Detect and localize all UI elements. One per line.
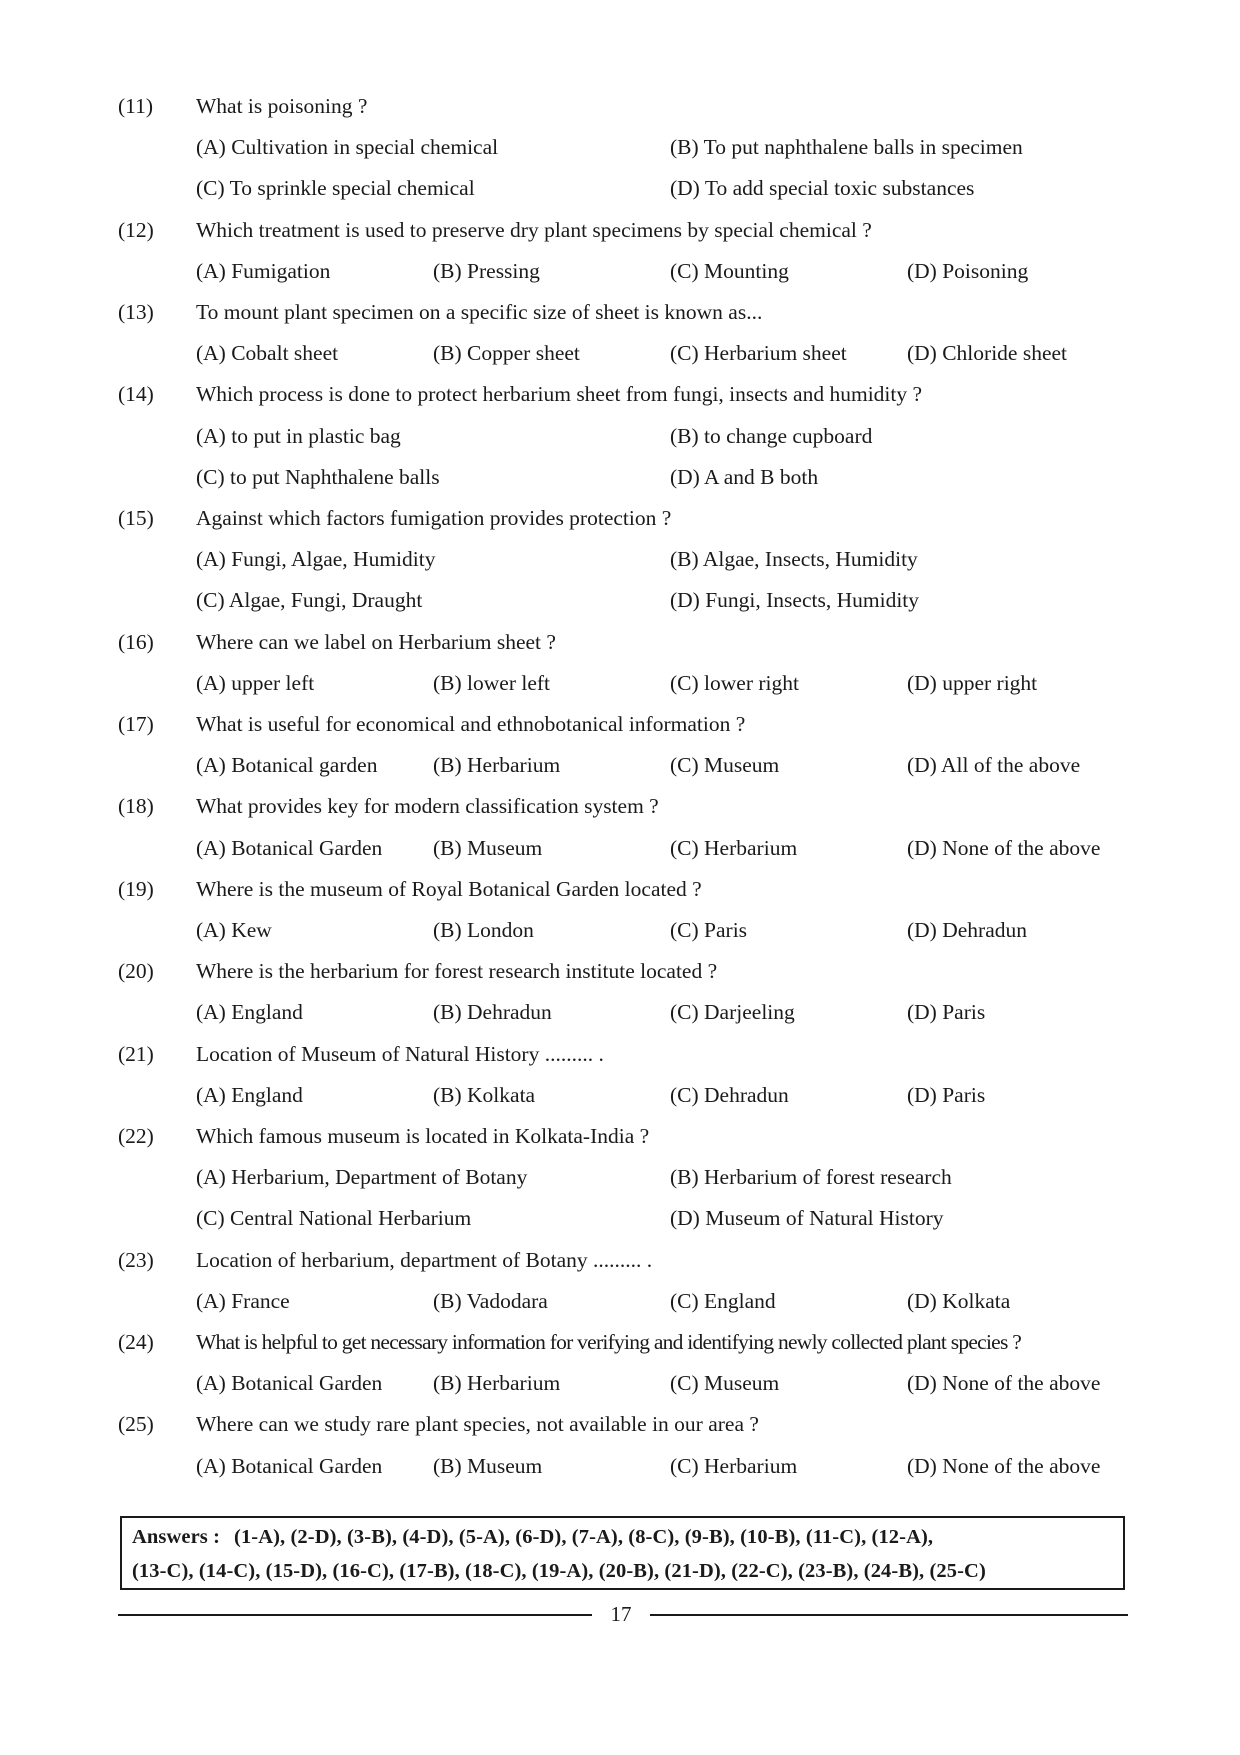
answer-option: (B) To put naphthalene balls in specimen xyxy=(670,135,1023,160)
answer-option: (A) Botanical Garden xyxy=(196,1371,383,1396)
question-text: What is helpful to get necessary information for verifying and identifying newly collected plant species ? xyxy=(196,1330,1022,1354)
answer-option: (D) upper right xyxy=(907,670,1038,695)
answer-option: (A) to put in plastic bag xyxy=(196,423,401,448)
options-row xyxy=(0,1446,1240,1486)
question xyxy=(0,1322,1240,1362)
answer-option: (B) Kolkata xyxy=(433,1082,536,1107)
answer-option: (A) Fumigation xyxy=(196,258,331,283)
question-text: Against which factors fumigation provides protection ? xyxy=(196,506,672,530)
question-number: (14) xyxy=(118,382,154,407)
answer-option: (C) Dehradun xyxy=(670,1082,789,1107)
question-text: What provides key for modern classification system ? xyxy=(196,794,659,819)
answer-option: (A) Botanical garden xyxy=(196,753,378,778)
options-row xyxy=(0,127,1240,167)
answer-option: (A) England xyxy=(196,1000,303,1025)
question xyxy=(0,1240,1240,1280)
options-row xyxy=(0,745,1240,785)
answer-option: (A) Cobalt sheet xyxy=(196,341,339,366)
footer-rule-right xyxy=(650,1614,1128,1616)
answer-option: (A) Kew xyxy=(196,918,272,942)
options-row xyxy=(0,1281,1240,1321)
options-row xyxy=(0,910,1240,950)
question-text: Which famous museum is located in Kolkata-India ? xyxy=(196,1124,650,1148)
question-text: Which treatment is used to preserve dry plant specimens by special chemical ? xyxy=(196,217,872,242)
options-row xyxy=(0,1363,1240,1403)
answer-option: (C) Herbarium xyxy=(670,1453,798,1478)
answer-option: (C) Herbarium xyxy=(670,835,798,860)
question-text: Where can we label on Herbarium sheet ? xyxy=(196,629,556,654)
answer-option: (C) Algae, Fungi, Draught xyxy=(196,588,423,613)
answer-option: (B) Herbarium xyxy=(433,1371,561,1396)
question-text: Where can we study rare plant species, not available in our area ? xyxy=(196,1412,759,1437)
answer-key-values-1: (1-A), (2-D), (3-B), (4-D), (5-A), (6-D), (7-A), (8-C), (9-B), (10-B), (11-C), (12-A), xyxy=(234,1526,934,1548)
answer-option: (D) Kolkata xyxy=(907,1288,1011,1313)
options-row xyxy=(0,539,1240,579)
answer-option: (A) Herbarium, Department of Botany xyxy=(196,1165,528,1190)
question-text: Which process is done to protect herbarium sheet from fungi, insects and humidity ? xyxy=(196,382,923,407)
answer-option: (C) Darjeeling xyxy=(670,1000,795,1025)
options-row xyxy=(0,828,1240,868)
question xyxy=(0,622,1240,662)
answer-option: (D) All of the above xyxy=(907,753,1081,778)
page-number: 17 xyxy=(610,1602,632,1626)
options-row xyxy=(0,663,1240,703)
answer-option: (A) Botanical Garden xyxy=(196,835,383,860)
question xyxy=(0,1116,1240,1156)
answer-option: (C) Museum xyxy=(670,753,780,778)
question xyxy=(0,86,1240,126)
answer-option: (B) Museum xyxy=(433,1453,543,1478)
answer-option: (B) Pressing xyxy=(433,258,540,283)
question-text: What is useful for economical and ethnobotanical information ? xyxy=(196,712,746,736)
answer-option: (B) to change cupboard xyxy=(670,423,873,448)
question-number: (21) xyxy=(118,1041,154,1066)
options-row xyxy=(0,168,1240,208)
question-text: Location of herbarium, department of Botany ......... . xyxy=(196,1247,653,1272)
answer-option: (B) London xyxy=(433,918,534,942)
answer-option: (D) Chloride sheet xyxy=(907,341,1068,366)
answer-option: (A) Botanical Garden xyxy=(196,1453,383,1478)
question-text: Where is the herbarium for forest research institute located ? xyxy=(196,959,718,984)
question xyxy=(0,869,1240,909)
question xyxy=(0,1404,1240,1444)
answer-option: (D) A and B both xyxy=(670,464,819,489)
answer-option: (A) upper left xyxy=(196,670,315,695)
answer-option: (B) lower left xyxy=(433,670,551,695)
question xyxy=(0,786,1240,826)
answer-option: (D) Paris xyxy=(907,1082,986,1107)
options-row xyxy=(0,1157,1240,1197)
answer-option: (D) Paris xyxy=(907,1000,986,1025)
answer-option: (B) Museum xyxy=(433,835,543,860)
question-number: (13) xyxy=(118,300,154,324)
question-number: (24) xyxy=(118,1330,154,1354)
options-row xyxy=(0,1075,1240,1115)
question-text: Where is the museum of Royal Botanical Garden located ? xyxy=(196,876,702,901)
answer-option: (C) Museum xyxy=(670,1371,780,1396)
footer-rule-left xyxy=(118,1614,592,1616)
question-number: (15) xyxy=(118,506,154,530)
answer-option: (C) lower right xyxy=(670,670,799,695)
answer-option: (D) None of the above xyxy=(907,1453,1101,1478)
answer-key-label: Answers : xyxy=(132,1526,221,1548)
answer-option: (C) Central National Herbarium xyxy=(196,1206,472,1231)
answer-option: (D) Fungi, Insects, Humidity xyxy=(670,588,920,613)
answer-key-line-1 xyxy=(132,1520,1113,1554)
question-text: To mount plant specimen on a specific size of sheet is known as... xyxy=(196,300,763,324)
question xyxy=(0,498,1240,538)
options-row xyxy=(0,457,1240,497)
answer-option: (D) None of the above xyxy=(907,1371,1101,1396)
question-number: (17) xyxy=(118,712,154,736)
answer-option: (B) Dehradun xyxy=(433,1000,552,1025)
answer-option: (D) Dehradun xyxy=(907,918,1027,942)
question-number: (12) xyxy=(118,217,154,242)
answer-option: (A) Cultivation in special chemical xyxy=(196,135,499,160)
page-footer xyxy=(118,1602,1128,1626)
answer-option: (D) To add special toxic substances xyxy=(670,176,975,201)
question-number: (22) xyxy=(118,1124,154,1148)
answer-option: (C) Paris xyxy=(670,918,748,942)
answer-option: (C) to put Naphthalene balls xyxy=(196,464,440,489)
answer-option: (C) To sprinkle special chemical xyxy=(196,176,475,201)
answer-option: (C) Herbarium sheet xyxy=(670,341,847,366)
answer-option: (B) Vadodara xyxy=(433,1288,548,1313)
answer-option: (D) Poisoning xyxy=(907,258,1029,283)
answer-option: (D) Museum of Natural History xyxy=(670,1206,944,1231)
options-row xyxy=(0,333,1240,373)
question xyxy=(0,1034,1240,1074)
question xyxy=(0,210,1240,250)
question-number: (11) xyxy=(118,94,154,118)
options-row xyxy=(0,416,1240,456)
question-number: (19) xyxy=(118,876,154,901)
question-text: Location of Museum of Natural History ......... . xyxy=(196,1041,604,1066)
question xyxy=(0,292,1240,332)
answer-option: (C) England xyxy=(670,1288,776,1313)
answer-key-line-2: (13-C), (14-C), (15-D), (16-C), (17-B), (18-C), (19-A), (20-B), (21-D), (22-C), (23-B), (24-B), (25-C) xyxy=(132,1560,986,1582)
question-number: (25) xyxy=(118,1412,154,1437)
answer-option: (A) France xyxy=(196,1288,290,1313)
answer-option: (A) England xyxy=(196,1082,303,1107)
question-number: (16) xyxy=(118,629,154,654)
question-text: What is poisoning ? xyxy=(196,94,368,118)
answer-option: (B) Herbarium of forest research xyxy=(670,1165,952,1190)
options-row xyxy=(0,1198,1240,1238)
question xyxy=(0,374,1240,414)
question xyxy=(0,951,1240,991)
options-row xyxy=(0,251,1240,291)
answer-option: (B) Algae, Insects, Humidity xyxy=(670,547,918,572)
question-number: (23) xyxy=(118,1247,154,1272)
question-number: (20) xyxy=(118,959,154,984)
answer-option: (A) Fungi, Algae, Humidity xyxy=(196,547,436,572)
question xyxy=(0,704,1240,744)
options-row xyxy=(0,992,1240,1032)
question-number: (18) xyxy=(118,794,154,819)
answer-option: (B) Herbarium xyxy=(433,753,561,778)
options-row xyxy=(0,580,1240,620)
answer-option: (D) None of the above xyxy=(907,835,1101,860)
answer-key-box xyxy=(120,1516,1125,1590)
answer-option: (B) Copper sheet xyxy=(433,341,580,366)
answer-option: (C) Mounting xyxy=(670,258,789,283)
